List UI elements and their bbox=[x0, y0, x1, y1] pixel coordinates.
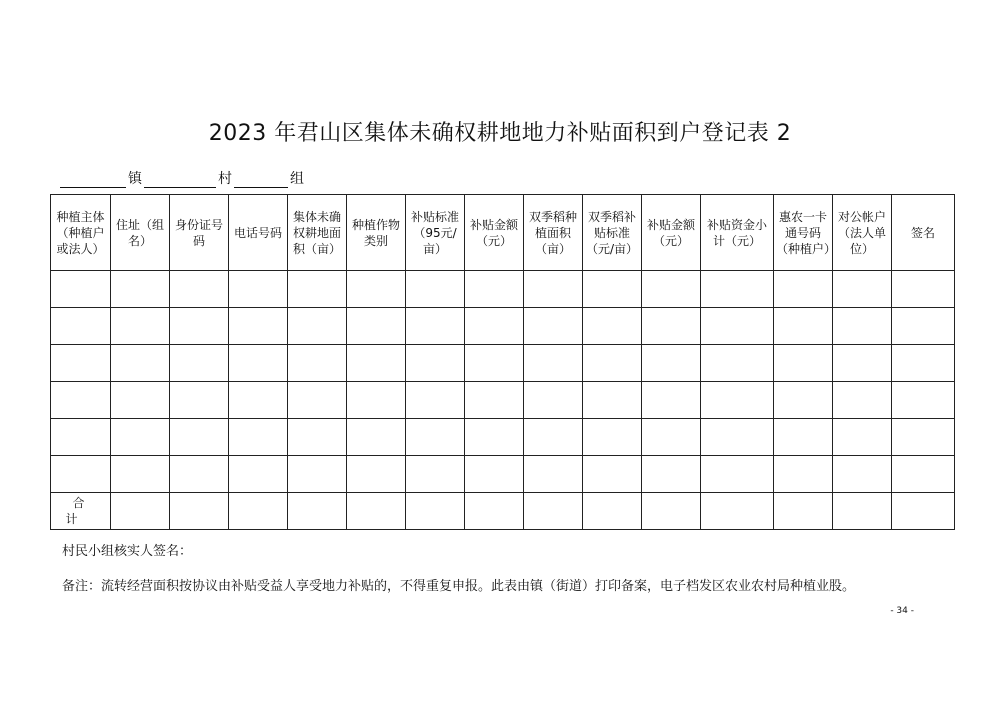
table-cell[interactable] bbox=[406, 456, 465, 493]
table-cell[interactable] bbox=[288, 456, 347, 493]
col-header bbox=[524, 195, 583, 271]
table-cell[interactable] bbox=[406, 345, 465, 382]
table-cell[interactable] bbox=[288, 271, 347, 308]
table-cell[interactable] bbox=[229, 308, 288, 345]
table-row bbox=[51, 419, 955, 456]
page-number: - 34 - bbox=[890, 606, 914, 616]
col-header-label: 补贴金额（元） bbox=[646, 217, 695, 248]
table-cell[interactable] bbox=[833, 271, 892, 308]
total-cell[interactable] bbox=[833, 493, 892, 530]
table-cell[interactable] bbox=[774, 382, 833, 419]
table-cell[interactable] bbox=[170, 456, 229, 493]
table-cell[interactable] bbox=[347, 345, 406, 382]
table-cell[interactable] bbox=[642, 419, 701, 456]
table-cell[interactable] bbox=[170, 271, 229, 308]
table-cell[interactable] bbox=[51, 308, 111, 345]
table-cell[interactable] bbox=[583, 308, 642, 345]
table-cell[interactable] bbox=[892, 308, 955, 345]
registration-table bbox=[50, 194, 955, 530]
table-cell[interactable] bbox=[465, 419, 524, 456]
table-cell[interactable] bbox=[642, 308, 701, 345]
table-cell[interactable] bbox=[111, 382, 170, 419]
col-header-label: 惠农一卡通号码（种植户） bbox=[776, 209, 837, 256]
table-row bbox=[51, 308, 955, 345]
table-cell[interactable] bbox=[229, 271, 288, 308]
form-title: 2023 年君山区集体未确权耕地地力补贴面积到户登记表 2 bbox=[208, 121, 792, 146]
table-cell[interactable] bbox=[833, 456, 892, 493]
table-cell[interactable] bbox=[583, 271, 642, 308]
total-cell[interactable] bbox=[347, 493, 406, 530]
table-cell[interactable] bbox=[465, 271, 524, 308]
table-cell[interactable] bbox=[774, 419, 833, 456]
table-cell[interactable] bbox=[642, 456, 701, 493]
table-cell[interactable] bbox=[642, 345, 701, 382]
table-cell[interactable] bbox=[347, 308, 406, 345]
table-cell[interactable] bbox=[774, 456, 833, 493]
table-cell[interactable] bbox=[833, 382, 892, 419]
table-cell[interactable] bbox=[170, 308, 229, 345]
col-header-label: 种植主体（种植户或法人） bbox=[56, 209, 105, 256]
table-cell[interactable] bbox=[111, 271, 170, 308]
col-header bbox=[583, 195, 642, 271]
table-cell[interactable] bbox=[583, 419, 642, 456]
total-label-cell bbox=[51, 493, 111, 530]
table-cell[interactable] bbox=[51, 419, 111, 456]
col-header-label: 补贴标准（95元/亩） bbox=[410, 209, 459, 256]
total-label: 合计 bbox=[65, 496, 103, 526]
table-cell[interactable] bbox=[833, 308, 892, 345]
table-cell[interactable] bbox=[229, 345, 288, 382]
total-cell[interactable] bbox=[583, 493, 642, 530]
table-cell[interactable] bbox=[347, 271, 406, 308]
col-header-label: 住址（组名） bbox=[115, 217, 164, 248]
table-cell[interactable] bbox=[524, 456, 583, 493]
table-cell[interactable] bbox=[774, 271, 833, 308]
table-cell[interactable] bbox=[524, 419, 583, 456]
table-cell[interactable] bbox=[642, 382, 701, 419]
table-cell[interactable] bbox=[347, 382, 406, 419]
table-cell[interactable] bbox=[229, 419, 288, 456]
table-cell[interactable] bbox=[347, 456, 406, 493]
table-cell[interactable] bbox=[288, 308, 347, 345]
col-header bbox=[51, 195, 111, 271]
col-header bbox=[833, 195, 892, 271]
col-header bbox=[170, 195, 229, 271]
table-cell[interactable] bbox=[583, 456, 642, 493]
table-cell[interactable] bbox=[288, 382, 347, 419]
col-header bbox=[406, 195, 465, 271]
total-cell[interactable] bbox=[701, 493, 774, 530]
col-header-label: 签名 bbox=[910, 225, 935, 240]
total-cell[interactable] bbox=[170, 493, 229, 530]
col-header-label: 集体未确权耕地面积（亩） bbox=[292, 209, 341, 256]
village-blank[interactable] bbox=[144, 173, 216, 188]
col-header-label: 补贴金额（元） bbox=[469, 217, 518, 248]
table-cell[interactable] bbox=[524, 308, 583, 345]
col-header bbox=[892, 195, 955, 271]
table-cell[interactable] bbox=[170, 345, 229, 382]
total-cell[interactable] bbox=[774, 493, 833, 530]
col-header bbox=[111, 195, 170, 271]
table-cell[interactable] bbox=[524, 382, 583, 419]
table-cell[interactable] bbox=[524, 271, 583, 308]
col-header-label: 种植作物类别 bbox=[351, 217, 400, 248]
total-cell[interactable] bbox=[288, 493, 347, 530]
table-row bbox=[51, 382, 955, 419]
table-cell[interactable] bbox=[465, 308, 524, 345]
table-cell[interactable] bbox=[51, 271, 111, 308]
table-cell[interactable] bbox=[642, 271, 701, 308]
total-cell[interactable] bbox=[524, 493, 583, 530]
table-cell[interactable] bbox=[170, 419, 229, 456]
table-cell[interactable] bbox=[111, 456, 170, 493]
total-cell[interactable] bbox=[465, 493, 524, 530]
table-cell[interactable] bbox=[833, 419, 892, 456]
table-cell[interactable] bbox=[583, 345, 642, 382]
table-cell[interactable] bbox=[465, 456, 524, 493]
table-cell[interactable] bbox=[170, 382, 229, 419]
verifier-signature-line: 村民小组核实人签名： bbox=[62, 544, 193, 559]
table-row bbox=[51, 271, 955, 308]
col-header bbox=[288, 195, 347, 271]
col-header-label: 对公帐户（法人单位） bbox=[837, 209, 886, 256]
table-cell[interactable] bbox=[288, 419, 347, 456]
header-row bbox=[51, 195, 955, 271]
table-cell[interactable] bbox=[51, 345, 111, 382]
table-cell[interactable] bbox=[701, 382, 774, 419]
table-cell[interactable] bbox=[833, 345, 892, 382]
table-cell[interactable] bbox=[892, 345, 955, 382]
table-cell[interactable] bbox=[583, 382, 642, 419]
table-row bbox=[51, 456, 955, 493]
remark-text: 备注：流转经营面积按协议由补贴受益人享受地力补贴的，不得重复申报。此表由镇（街道）打印备案，电子档发区农业农村局种植业股。 bbox=[62, 579, 856, 594]
table-cell[interactable] bbox=[701, 308, 774, 345]
col-header-label: 双季稻种植面积（亩） bbox=[528, 209, 577, 256]
total-cell[interactable] bbox=[229, 493, 288, 530]
table-cell[interactable] bbox=[229, 456, 288, 493]
total-cell[interactable] bbox=[111, 493, 170, 530]
data-rows bbox=[51, 271, 955, 493]
table-row bbox=[51, 345, 955, 382]
table-cell[interactable] bbox=[406, 308, 465, 345]
table-cell[interactable] bbox=[465, 382, 524, 419]
table-cell[interactable] bbox=[774, 345, 833, 382]
col-header-label: 电话号码 bbox=[233, 225, 282, 240]
col-header bbox=[465, 195, 524, 271]
table-cell[interactable] bbox=[892, 271, 955, 308]
table-cell[interactable] bbox=[51, 382, 111, 419]
table-cell[interactable] bbox=[701, 419, 774, 456]
col-header bbox=[229, 195, 288, 271]
table-cell[interactable] bbox=[524, 345, 583, 382]
table-cell[interactable] bbox=[774, 308, 833, 345]
table-cell[interactable] bbox=[111, 308, 170, 345]
town-blank[interactable] bbox=[60, 173, 126, 188]
table-cell[interactable] bbox=[406, 419, 465, 456]
total-cell[interactable] bbox=[892, 493, 955, 530]
town-label: 镇 bbox=[128, 171, 142, 187]
table-cell[interactable] bbox=[701, 345, 774, 382]
total-row bbox=[51, 493, 955, 530]
table-cell[interactable] bbox=[406, 271, 465, 308]
table-cell[interactable] bbox=[51, 456, 111, 493]
table-cell[interactable] bbox=[465, 345, 524, 382]
total-cell[interactable] bbox=[642, 493, 701, 530]
location-line bbox=[60, 168, 306, 188]
table-cell[interactable] bbox=[892, 419, 955, 456]
col-header-label: 双季稻补贴标准（元/亩） bbox=[585, 209, 639, 256]
table-cell[interactable] bbox=[701, 271, 774, 308]
table-cell[interactable] bbox=[892, 456, 955, 493]
village-label: 村 bbox=[218, 171, 232, 187]
table-cell[interactable] bbox=[111, 419, 170, 456]
group-label: 组 bbox=[290, 171, 304, 187]
table-cell[interactable] bbox=[892, 382, 955, 419]
total-cell[interactable] bbox=[406, 493, 465, 530]
table-cell[interactable] bbox=[288, 345, 347, 382]
col-header bbox=[642, 195, 701, 271]
col-header bbox=[347, 195, 406, 271]
col-header-label: 身份证号码 bbox=[174, 217, 223, 248]
col-header-label: 补贴资金小计（元） bbox=[706, 217, 767, 248]
table-cell[interactable] bbox=[111, 345, 170, 382]
col-header bbox=[774, 195, 837, 271]
table-cell[interactable] bbox=[701, 456, 774, 493]
table-cell[interactable] bbox=[229, 382, 288, 419]
table-cell[interactable] bbox=[347, 419, 406, 456]
table-cell[interactable] bbox=[406, 382, 465, 419]
col-header bbox=[701, 195, 774, 271]
group-blank[interactable] bbox=[234, 173, 288, 188]
